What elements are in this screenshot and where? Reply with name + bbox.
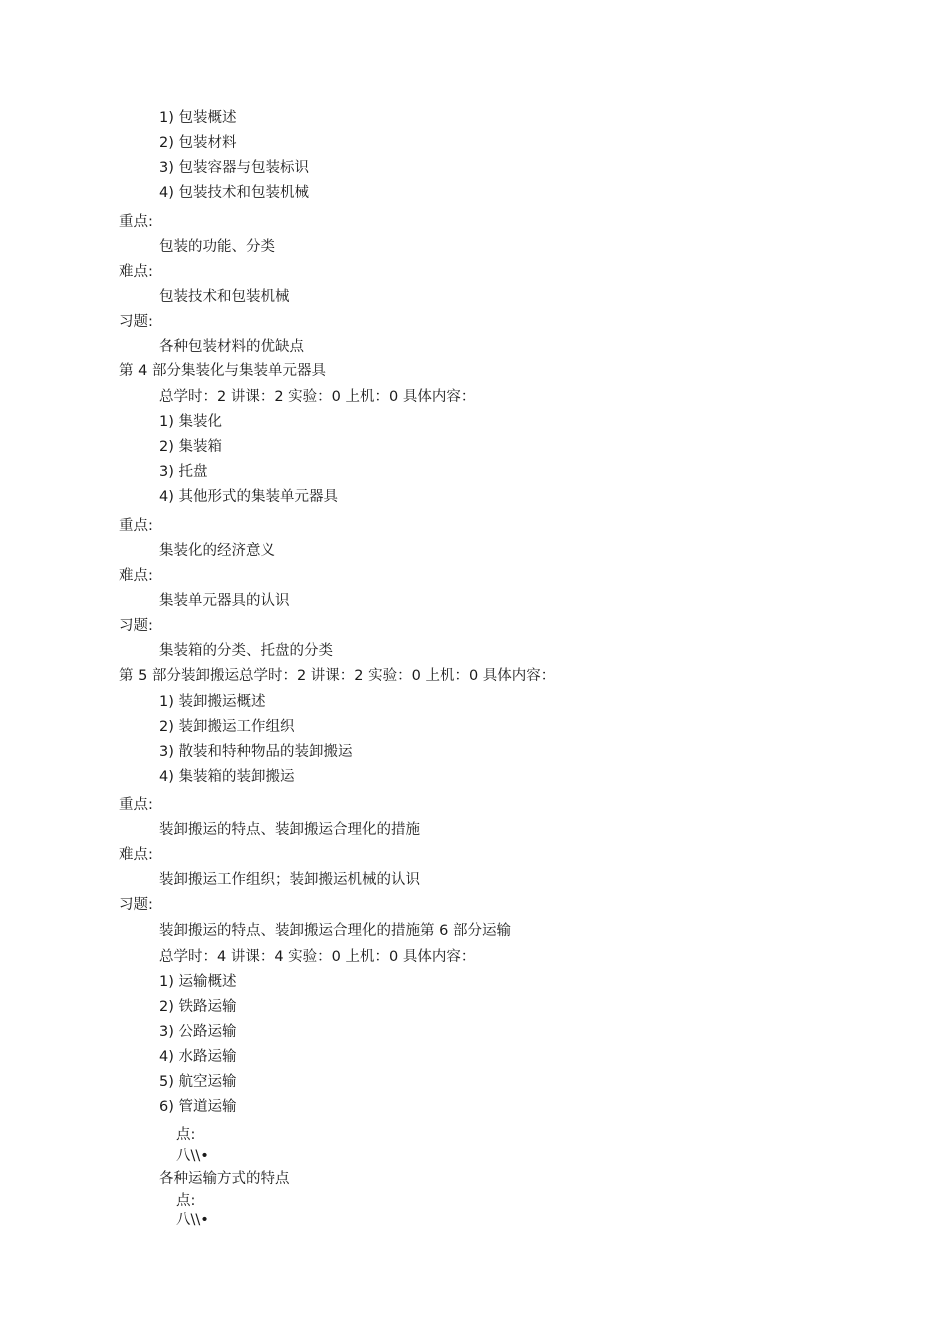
text-line: 重点:	[119, 214, 153, 230]
text-line: 4) 包装技术和包装机械	[159, 185, 309, 201]
text-line: 集装单元器具的认识	[159, 593, 290, 609]
text-line: 习题:	[119, 618, 153, 634]
text-line: 难点:	[119, 568, 153, 584]
text-line: 总学时：4 讲课：4 实验：0 上机：0 具体内容：	[159, 949, 476, 965]
text-line: 装卸搬运工作组织；装卸搬运机械的认识	[159, 872, 420, 888]
text-line: 各种包装材料的优缺点	[159, 339, 304, 355]
text-line: 2) 集装箱	[159, 439, 222, 455]
text-line: 3) 包装容器与包装标识	[159, 160, 309, 176]
text-line: 集装箱的分类、托盘的分类	[159, 643, 333, 659]
text-line: 点:	[176, 1127, 196, 1143]
text-line: 1) 运输概述	[159, 974, 237, 990]
text-line: 难点:	[119, 264, 153, 280]
text-line: 3) 散装和特种物品的装卸搬运	[159, 744, 353, 760]
text-line: 2) 铁路运输	[159, 999, 237, 1015]
text-line: 5) 航空运输	[159, 1074, 237, 1090]
text-line: 重点:	[119, 518, 153, 534]
text-line: 1) 装卸搬运概述	[159, 694, 266, 710]
text-line: 八\\•	[176, 1212, 209, 1228]
text-line: 第 4 部分集装化与集装单元器具	[119, 363, 326, 379]
text-line: 八\\•	[176, 1148, 209, 1164]
text-line: 6) 管道运输	[159, 1099, 237, 1115]
text-line: 装卸搬运的特点、装卸搬运合理化的措施	[159, 822, 420, 838]
text-line: 习题:	[119, 897, 153, 913]
text-line: 1) 集装化	[159, 414, 222, 430]
text-line: 3) 托盘	[159, 464, 208, 480]
text-line: 3) 公路运输	[159, 1024, 237, 1040]
text-line: 习题:	[119, 314, 153, 330]
text-line: 1) 包装概述	[159, 110, 237, 126]
text-line: 2) 包装材料	[159, 135, 237, 151]
text-line: 集装化的经济意义	[159, 543, 275, 559]
text-line: 4) 其他形式的集装单元器具	[159, 489, 338, 505]
text-line: 各种运输方式的特点	[159, 1171, 290, 1187]
text-line: 装卸搬运的特点、装卸搬运合理化的措施第 6 部分运输	[159, 923, 511, 939]
text-line: 包装技术和包装机械	[159, 289, 290, 305]
text-line: 总学时：2 讲课：2 实验：0 上机：0 具体内容：	[159, 389, 476, 405]
text-line: 难点:	[119, 847, 153, 863]
text-line: 包装的功能、分类	[159, 239, 275, 255]
text-line: 点:	[176, 1193, 196, 1209]
text-line: 4) 集装箱的装卸搬运	[159, 769, 295, 785]
text-line: 第 5 部分装卸搬运总学时：2 讲课：2 实验：0 上机：0 具体内容：	[119, 668, 556, 684]
text-line: 2) 装卸搬运工作组织	[159, 719, 295, 735]
text-line: 重点:	[119, 797, 153, 813]
text-line: 4) 水路运输	[159, 1049, 237, 1065]
